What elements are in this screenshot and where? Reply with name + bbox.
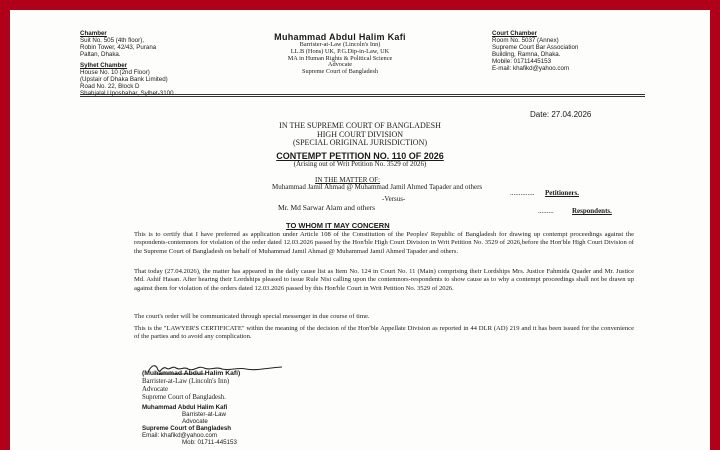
court-chamber-line: Supreme Court Bar Association	[492, 44, 579, 51]
chamber-line: Paltan, Dhaka.	[80, 51, 121, 58]
respondents-label: Respondents.	[572, 207, 612, 215]
arising-out-of: (Arising out of Writ Petition No. 3529 of 2026)	[293, 160, 427, 168]
header-line: Barrister-at-Law (Lincoln's Inn)	[299, 41, 381, 48]
court-line: IN THE SUPREME COURT OF BANGLADESH	[279, 121, 441, 130]
respondent-parties: Mr. Md Sarwar Alam and others	[278, 203, 376, 212]
petitioners-label: Petitioners.	[545, 189, 580, 197]
court-heading	[210, 122, 510, 148]
court-line: (SPECIAL ORIGINAL JURISDICTION)	[292, 138, 428, 147]
respondent-dots: .........	[538, 207, 554, 215]
court-chamber-title: Court Chamber	[492, 30, 538, 37]
stamp-line: Advocate	[182, 418, 208, 425]
to-whom-heading: TO WHOM IT MAY CONCERN	[286, 221, 390, 230]
signatory-line: Advocate	[142, 386, 169, 393]
stamp-line: Email: khafikd@yahoo.com	[142, 432, 218, 439]
header-divider	[80, 94, 645, 95]
court-chamber-address	[492, 30, 578, 72]
header-divider-2	[80, 96, 645, 97]
court-line: HIGH COURT DIVISION	[316, 129, 404, 139]
sylhet-line: Road No. 22, Block D	[80, 83, 140, 90]
signatory-line: Supreme Court of Bangladesh.	[142, 394, 226, 401]
court-chamber-line: Room No. 5037 (Annex)	[492, 37, 559, 44]
sylhet-line: (Upstair of Dhaka Bank Limited)	[80, 76, 168, 83]
signatory-line: Barrister-at-Law (Lincoln's Inn)	[142, 378, 230, 385]
petitioner-parties: Muhammad Jamil Ahmad @ Muhammad Jamil Ahmed Tapader and others	[272, 183, 483, 191]
stamp-line: Barrister-at-Law	[182, 411, 227, 418]
chamber-title: Chamber	[80, 30, 107, 37]
certificate-paragraph-4: This is the "LAWYER'S CERTIFICATE" within the meaning of the decision of the Hon'ble Appellate Division as reported in 44 DLR (AD) 219 and it has been issued for the convenience of the parties and to avoid any complication.	[134, 325, 634, 341]
document-page	[10, 10, 710, 450]
certificate-paragraph-3: The court's order will be communicated through special messenger in due course of time.	[134, 313, 370, 320]
petitioner-dots: ..............	[510, 189, 535, 197]
seal-stamp	[142, 404, 237, 446]
stamp-line: Supreme Court of Bangladesh	[142, 425, 232, 432]
court-chamber-line: Mobile: 01711445153	[492, 58, 552, 65]
certificate-paragraph-2: That today (27.04.2026), the matter has appeared in the daily cause list as Item No. 124 in Court No. 11 (Main) comprising their Lordships Mrs. Justice Fahmida Quader and Mr. Justice Md. Ashif Hasan. After hearing their Lordships pleased to issue Rule Nisi calling upon the contemnors-respondents to show cause as to why a contempt proceedings shall not be drawn up against them for violation of the orders dated 12.03.2026 passed by this Hon'ble Court in Writ Petition No. 3529 of 2026.	[134, 268, 634, 292]
sylhet-chamber-title: Sylhet Chamber	[80, 62, 128, 69]
header-line: LL.B (Hons) UK, P.G.Dip-in-Law, UK	[290, 47, 390, 55]
court-chamber-line: Building, Ramna, Dhaka.	[492, 51, 561, 58]
stamp-name: Muhammad Abdul Halim Kafi	[142, 404, 228, 411]
header-line: Advocate	[327, 61, 353, 69]
lawyer-name: Muhammad Abdul Halim Kafi	[274, 32, 406, 42]
document-date: Date: 27.04.2026	[530, 110, 592, 119]
contempt-petition-number: CONTEMPT PETITION NO. 110 OF 2026	[276, 151, 444, 161]
court-chamber-line: E-mail: khafikd@yahoo.com	[492, 65, 570, 72]
chamber-address	[80, 30, 174, 97]
header-line: MA in Human Rights & Political Science	[287, 54, 393, 62]
stamp-line: Mob: 01711-445153	[182, 439, 237, 446]
certificate-paragraph-1: This is to certify that I have preferred as application under Article 108 of the Constitution of the Peoples' Republic of Bangladesh for drawing up contempt proceedings against the respondents-contemnors for violation of the order dated 12.03.2026 passed by the Hon'ble High Court Division in Writ Petition No. 3529 of 2026,before the Hon'ble High Court Division of the Supreme Court of Bangladesh on behalf of Muhammad Jamil Ahmad @ Muhammad Jamil Ahmed Tapader and others.	[134, 231, 634, 255]
header-line: Supreme Court of Bangladesh	[301, 68, 379, 76]
chamber-line: Suit No. 505 (4th floor),	[80, 37, 144, 44]
lawyer-header	[220, 32, 460, 76]
chamber-line: Robin Tower, 42/43, Purana	[80, 44, 157, 51]
signature-block	[142, 370, 240, 402]
sylhet-line: House No. 10 (2nd Floor)	[80, 69, 150, 76]
signatory-name: (Muhammad Abdul Halim Kafi)	[142, 370, 241, 377]
in-the-matter-of: IN THE MATTER OF:	[315, 176, 381, 184]
versus-label: -Versus-	[382, 195, 406, 203]
